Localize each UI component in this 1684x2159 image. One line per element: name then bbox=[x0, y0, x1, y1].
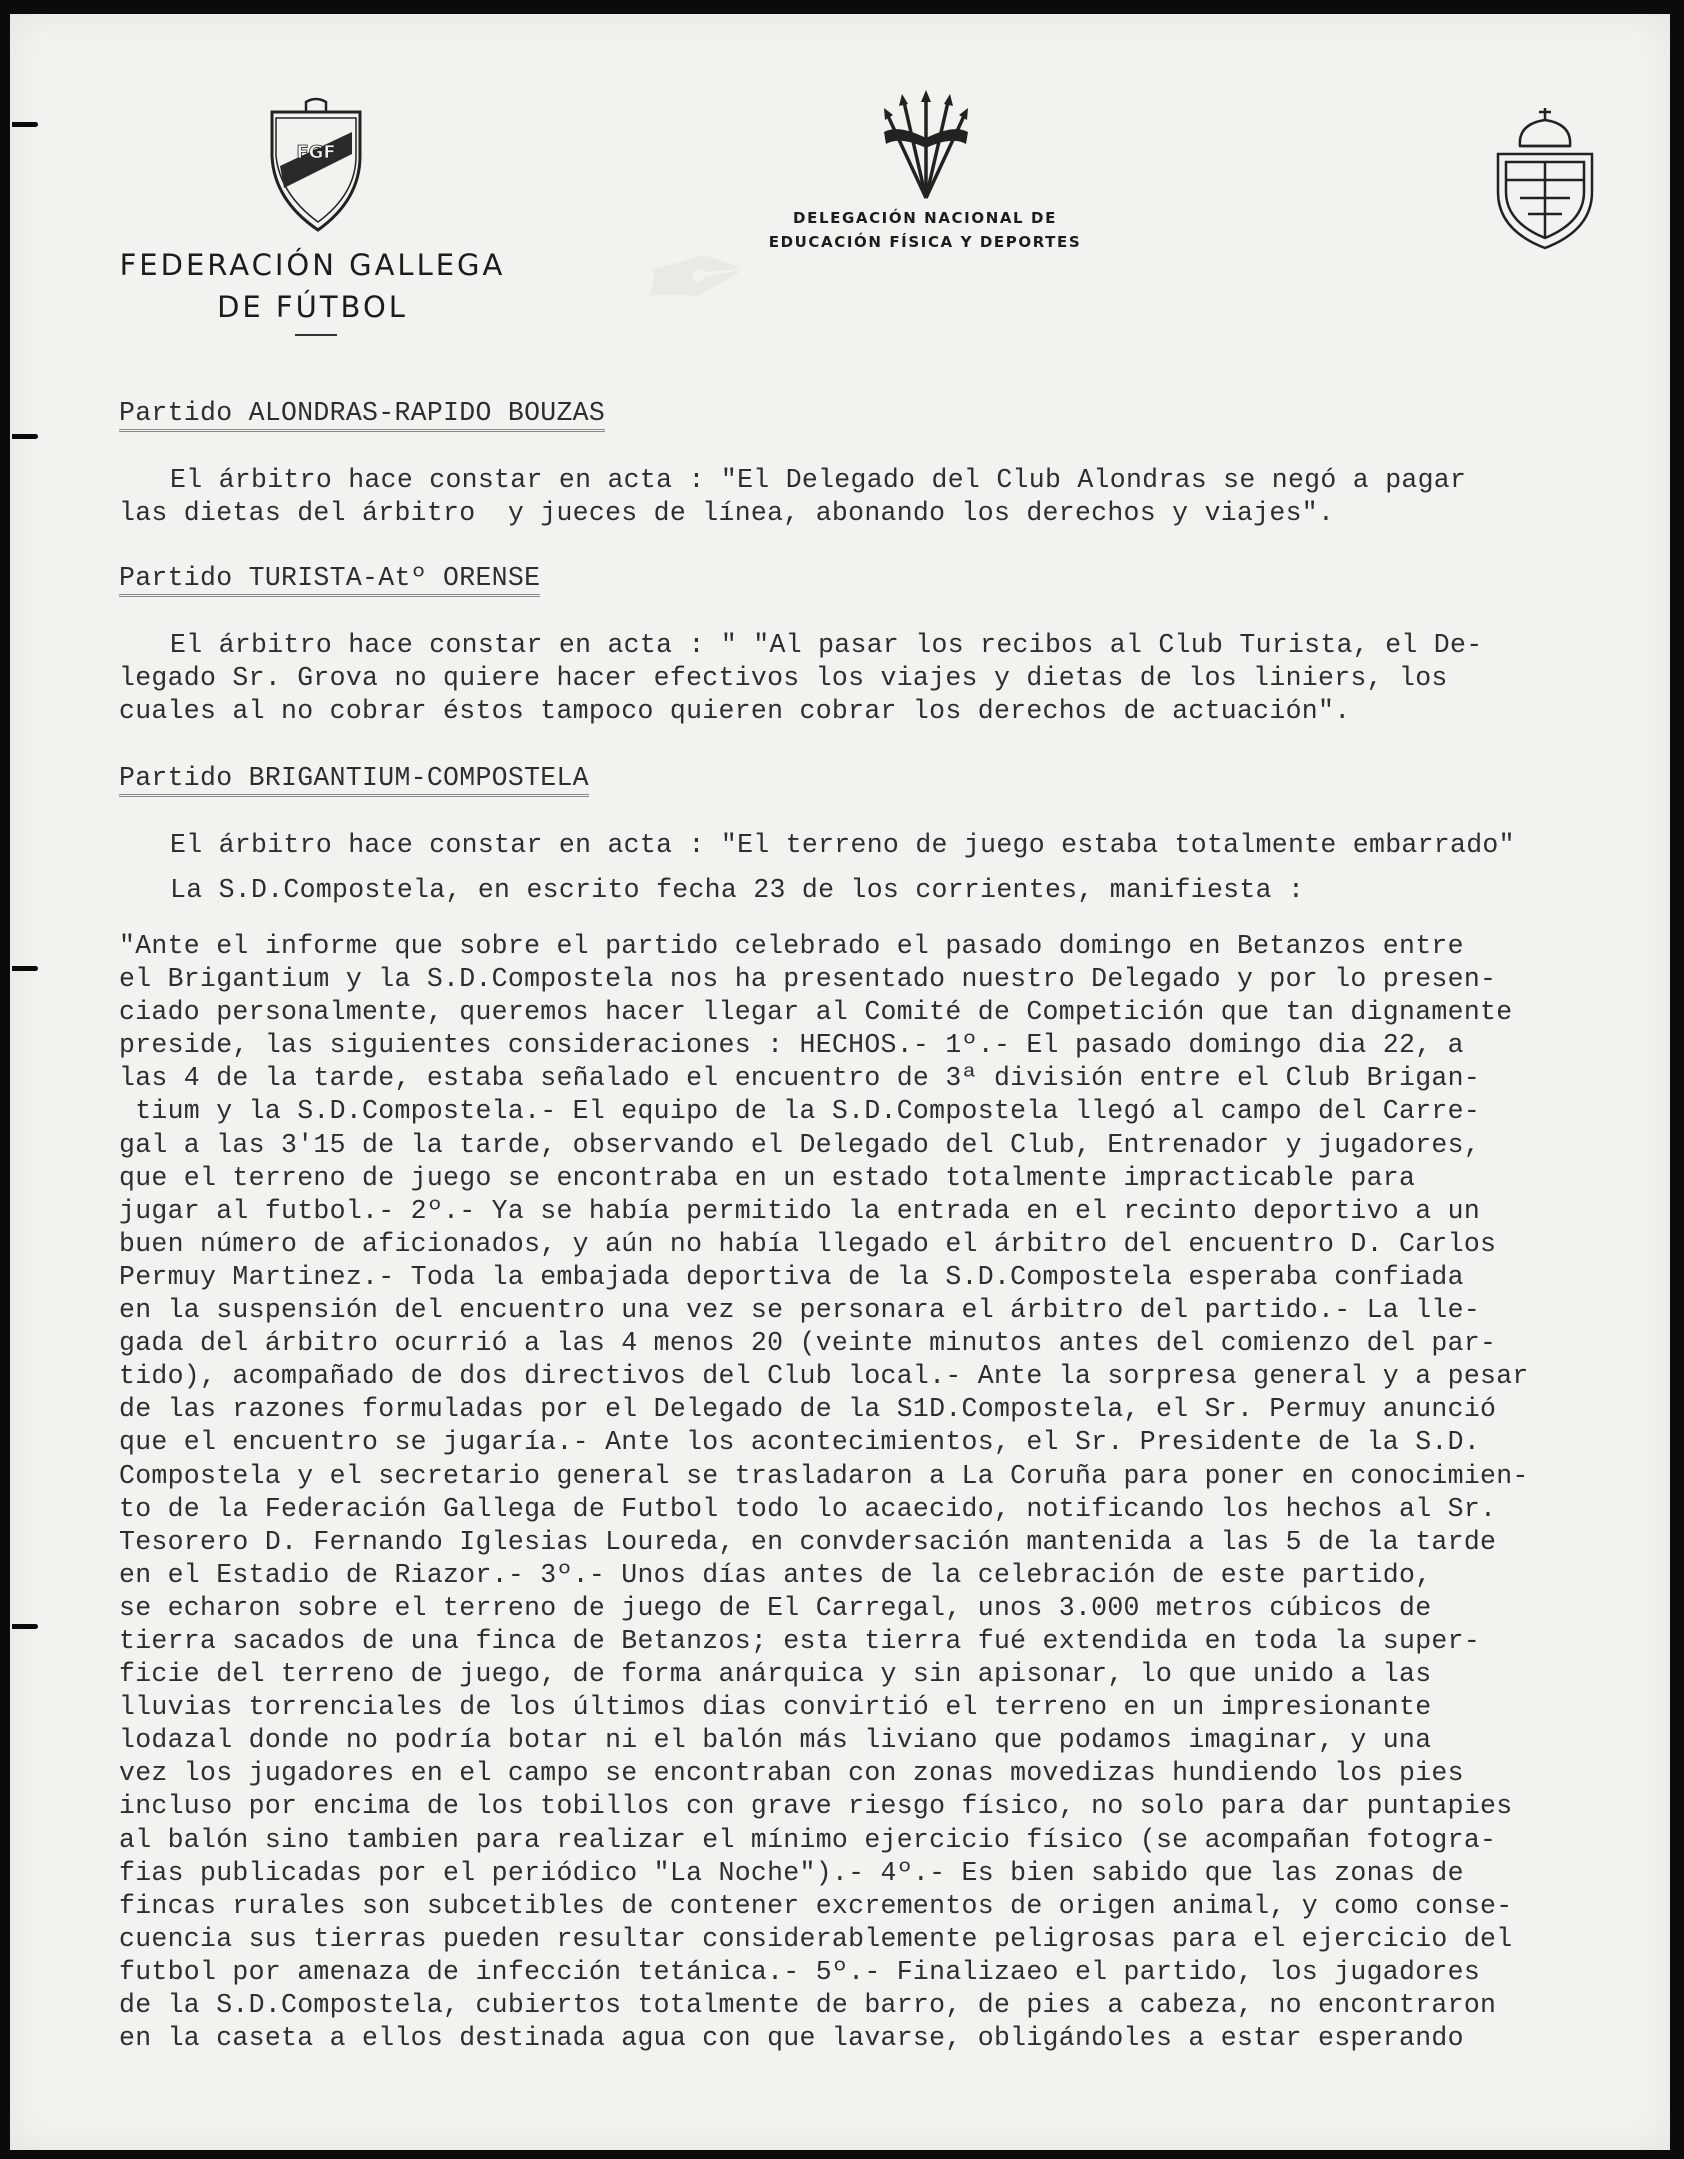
yoke-and-arrows-icon bbox=[878, 88, 974, 206]
statement-line: Permuy Martinez.- Toda la embajada deportiva de la S.D.Compostela esperaba confiada bbox=[119, 1261, 1464, 1292]
statement-line: tierra sacados de una finca de Betanzos; esta tierra fué extendida en toda la super- bbox=[119, 1625, 1481, 1656]
statement-line: futbol por amenaza de infección tetánica.- 5º.- Finalizaeo el partido, los jugadores bbox=[119, 1956, 1481, 1987]
match3-text-line: El árbitro hace constar en acta : "El terreno de juego estaba totalmente embarrado" bbox=[170, 830, 1515, 860]
statement-line: en el Estadio de Riazor.- 3º.- Unos días antes de la celebración de este partido, bbox=[119, 1559, 1432, 1590]
statement-line: gada del árbitro ocurrió a las 4 menos 20 (veinte minutos antes del comienzo del par- bbox=[119, 1328, 1497, 1359]
match2-text-line: El árbitro hace constar en acta : " "Al pasar los recibos al Club Turista, el De- bbox=[170, 630, 1483, 660]
statement-line: to de la Federación Gallega de Futbol todo lo acaecido, notificando los hechos al Sr. bbox=[119, 1493, 1497, 1524]
federation-name-line1: FEDERACIÓN GALLEGA bbox=[119, 248, 506, 282]
statement-line: fincas rurales son subcetibles de contener excrementos de origen animal, y como conse- bbox=[119, 1890, 1513, 1921]
match-heading-turista: Partido TURISTA-Atº ORENSE bbox=[119, 563, 540, 597]
match2-text-line: legado Sr. Grova no quiere hacer efectivos los viajes y dietas de los liniers, los bbox=[119, 663, 1448, 693]
svg-text:FGF: FGF bbox=[296, 142, 336, 163]
statement-line: el Brigantium y la S.D.Compostela nos ha presentado nuestro Delegado y por lo presen- bbox=[119, 964, 1497, 995]
statement-line: incluso por encima de los tobillos con grave riesgo físico, no solo para dar puntapies bbox=[119, 1791, 1513, 1822]
statement-line: Tesorero D. Fernando Iglesias Loureda, en convdersación mantenida a las 5 de la tarde bbox=[119, 1526, 1497, 1557]
statement-line: de la S.D.Compostela, cubiertos totalmente de barro, de pies a cabeza, no encontraron bbox=[119, 1990, 1497, 2020]
federacion-shield-icon bbox=[266, 96, 366, 236]
statement-line: lodazal donde no podría botar ni el balón más liviano que podamos imaginar, y una bbox=[119, 1725, 1432, 1756]
statement-line: en la caseta a ellos destinada agua con que lavarse, obligándoles a estar esperando bbox=[119, 2023, 1464, 2054]
delegation-name-line1: DELEGACIÓN NACIONAL DE bbox=[793, 209, 1057, 227]
statement-line: se echaron sobre el terreno de juego de El Carregal, unos 3.000 metros cúbicos de bbox=[119, 1592, 1432, 1623]
match3-text-line: La S.D.Compostela, en escrito fecha 23 de los corrientes, manifiesta : bbox=[170, 875, 1305, 905]
match-heading-alondras: Partido ALONDRAS-RAPIDO BOUZAS bbox=[119, 398, 605, 432]
match2-text-line: cuales al no cobrar éstos tampoco quieren cobrar los derechos de actuación". bbox=[119, 696, 1351, 726]
statement-line: jugar al futbol.- 2º.- Ya se había permitido la entrada en el recinto deportivo a un bbox=[119, 1195, 1481, 1226]
statement-line: tido), acompañado de dos directivos del Club local.- Ante la sorpresa general y a pesar bbox=[119, 1361, 1529, 1392]
statement-line: gal a las 3'15 de la tarde, observando el Delegado del Club, Entrenador y jugadores, bbox=[119, 1129, 1481, 1160]
header-divider bbox=[295, 334, 337, 336]
statement-line: al balón sino tambien para realizar el mínimo ejercicio físico (se acompañan fotogra- bbox=[119, 1824, 1497, 1855]
statement-line: ciado personalmente, queremos hacer llegar al Comité de Competición que tan dignamente bbox=[119, 997, 1513, 1028]
statement-line: las 4 de la tarde, estaba señalado el encuentro de 3ª división entre el Club Brigan- bbox=[119, 1063, 1481, 1094]
statement-line: tium y la S.D.Compostela.- El equipo de la S.D.Compostela llegó al campo del Carre- bbox=[119, 1096, 1481, 1127]
statement-line: de las razones formuladas por el Delegado de la S1D.Compostela, el Sr. Permuy anunció bbox=[119, 1394, 1497, 1425]
statement-line: cuencia sus tierras pueden resultar considerablemente peligrosas para el ejercicio del bbox=[119, 1923, 1513, 1954]
match-heading-brigantium: Partido BRIGANTIUM-COMPOSTELA bbox=[119, 763, 589, 797]
binding-hole bbox=[12, 1624, 38, 1629]
statement-line: que el terreno de juego se encontraba en un estado totalmente impracticable para bbox=[119, 1162, 1416, 1193]
statement-line: preside, las siguientes consideraciones : HECHOS.- 1º.- El pasado domingo dia 22, a bbox=[119, 1030, 1464, 1061]
federation-name-line2: DE FÚTBOL bbox=[217, 290, 408, 324]
binding-hole bbox=[12, 966, 38, 971]
delegation-name-line2: EDUCACIÓN FÍSICA Y DEPORTES bbox=[768, 233, 1082, 251]
crowned-shield-icon bbox=[1490, 102, 1600, 252]
typewritten-page bbox=[10, 14, 1670, 2150]
binding-hole bbox=[12, 434, 38, 439]
statement-line: buen número de aficionados, y aún no había llegado el árbitro del encuentro D. Carlos bbox=[119, 1228, 1497, 1259]
match1-text-line: El árbitro hace constar en acta : "El Delegado del Club Alondras se negó a pagar bbox=[170, 465, 1467, 495]
statement-line: ficie del terreno de juego, de forma anárquica y sin apisonar, lo que unido a las bbox=[119, 1659, 1432, 1690]
delegation-name bbox=[710, 206, 1140, 254]
binding-hole bbox=[12, 122, 38, 127]
statement-line: Compostela y el secretario general se trasladaron a La Coruña para poner en conocimien- bbox=[119, 1460, 1529, 1491]
statement-line: en la suspensión del encuentro una vez se personara el árbitro del partido.- La lle- bbox=[119, 1295, 1481, 1326]
statement-line: lluvias torrenciales de los últimos dias convirtió el terreno en un impresionante bbox=[119, 1692, 1432, 1723]
statement-line: vez los jugadores en el campo se encontraban con zonas movedizas hundiendo los pies bbox=[119, 1758, 1464, 1789]
statement-line: que el encuentro se jugaría.- Ante los acontecimientos, el Sr. Presidente de la S.D. bbox=[119, 1427, 1481, 1458]
federation-name bbox=[105, 244, 520, 328]
compostela-statement bbox=[119, 930, 1529, 2055]
match1-text-line: las dietas del árbitro y jueces de línea, abonando los derechos y viajes". bbox=[119, 498, 1335, 528]
statement-line: fias publicadas por el periódico "La Noche").- 4º.- Es bien sabido que las zonas de bbox=[119, 1857, 1464, 1888]
statement-line: "Ante el informe que sobre el partido celebrado el pasado domingo en Betanzos entre bbox=[119, 931, 1464, 961]
